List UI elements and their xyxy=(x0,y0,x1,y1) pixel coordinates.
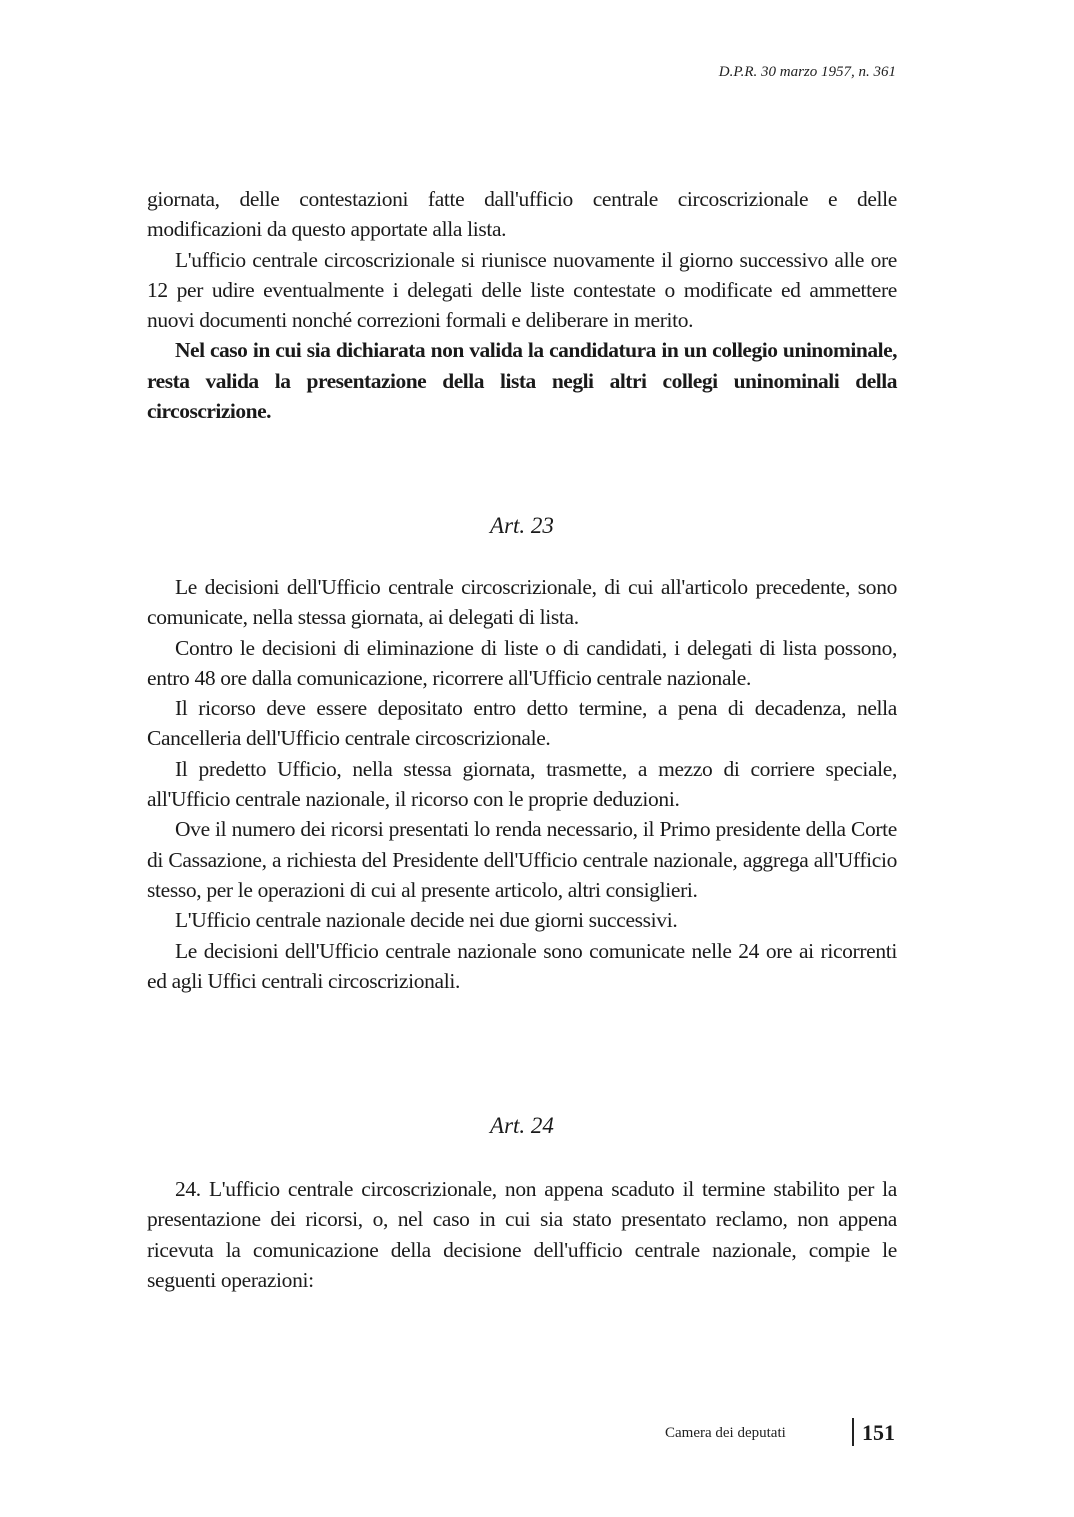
footer-divider xyxy=(852,1418,854,1446)
paragraph: L'Ufficio centrale nazionale decide nei due giorni successivi. xyxy=(175,908,678,933)
article-23-title: Art. 23 xyxy=(490,513,554,538)
paragraph: 24. L'ufficio centrale circoscrizionale, non appena scaduto il termine stabilito per la presentazione dei ricorsi, o, nel caso in cui sia stato presentato reclamo, non appena ricevuta la comunicazione della decisione dell'ufficio centrale nazionale, compie le seguenti operazioni: xyxy=(147,1177,897,1292)
paragraph: Le decisioni dell'Ufficio centrale nazionale sono comunicate nelle 24 ore ai ricorrenti ed agli Uffici centrali circoscrizionali. xyxy=(147,938,897,993)
article-23-body xyxy=(147,572,897,996)
page-number: 151 xyxy=(862,1420,895,1445)
paragraph: Ove il numero dei ricorsi presentati lo renda necessario, il Primo presidente della Corte di Cassazione, a richiesta del Presidente dell'Ufficio centrale nazionale, aggrega all'Ufficio stesso, per le operazioni di cui al presente articolo, altri consiglieri. xyxy=(147,817,897,902)
paragraph: Le decisioni dell'Ufficio centrale circoscrizionale, di cui all'articolo precedente, sono comunicate, nella stessa giornata, ai delegati di lista. xyxy=(147,575,897,630)
footer-publisher: Camera dei deputati xyxy=(665,1425,786,1441)
article-24-body xyxy=(147,1174,897,1295)
article-24-title: Art. 24 xyxy=(490,1113,554,1138)
paragraph: L'ufficio centrale circoscrizionale si riunisce nuovamente il giorno successivo alle ore 12 per udire eventualmente i delegati delle liste contestate o modificate ed ammettere nuovi documenti nonché correzioni formali e deliberare in merito. xyxy=(147,247,897,333)
paragraph: Contro le decisioni di eliminazione di liste o di candidati, i delegati di lista possono, entro 48 ore dalla comunicazione, ricorrere all'Ufficio centrale nazionale. xyxy=(147,635,897,690)
paragraph: giornata, delle contestazioni fatte dall'ufficio centrale circoscrizionale e delle modificazioni da questo apportate alla lista. xyxy=(147,187,897,242)
intro-section xyxy=(147,184,897,426)
running-head: D.P.R. 30 marzo 1957, n. 361 xyxy=(718,64,896,80)
bold-paragraph: Nel caso in cui sia dichiarata non valida la candidatura in un collegio uninominale, resta valida la presentazione della lista negli altri collegi uninominali della circoscrizione. xyxy=(147,338,897,424)
paragraph: Il predetto Ufficio, nella stessa giornata, trasmette, a mezzo di corriere speciale, all'Ufficio centrale nazionale, il ricorso con le proprie deduzioni. xyxy=(147,756,897,812)
paragraph: Il ricorso deve essere depositato entro detto termine, a pena di decadenza, nella Cancelleria dell'Ufficio centrale circoscrizionale. xyxy=(147,696,897,751)
